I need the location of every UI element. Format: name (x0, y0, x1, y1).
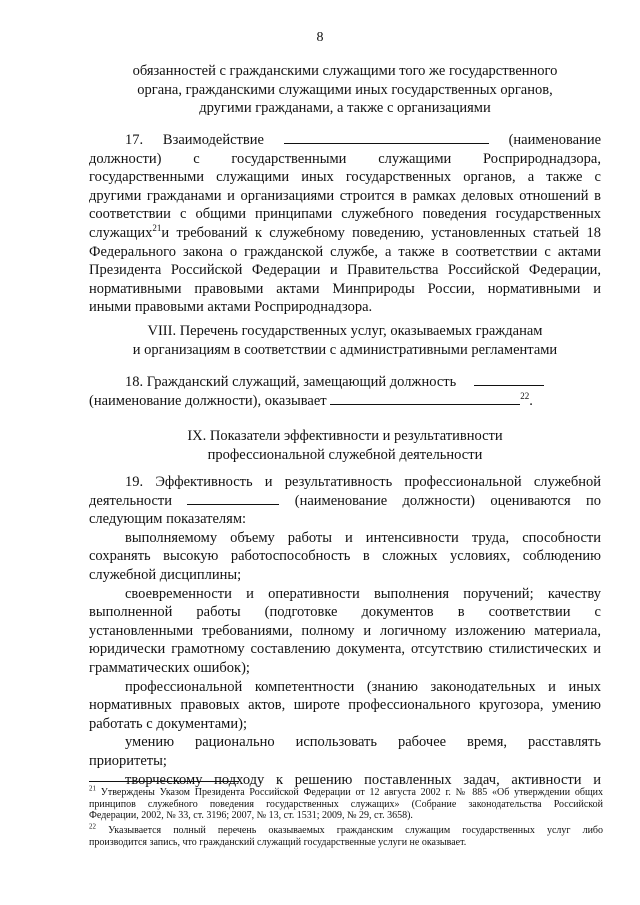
list-item: выполняемому объему работы и интенсивности труда, способности (125, 529, 601, 546)
paragraph-text: и требований к служебному поведению, установленных статьей 18 (161, 224, 601, 241)
list-item-line: юридически грамотному составлению документа, отсутствию стилистических и (89, 641, 601, 658)
heading-line: VIII. Перечень государственных услуг, оказываемых гражданам (147, 323, 543, 339)
paragraph-18 (89, 373, 601, 410)
heading-line: IX. Показатели эффективности и результативности (187, 428, 503, 444)
paragraph-line: иными правовыми актами Росприроднадзора. (89, 299, 373, 316)
footnote-line (89, 822, 604, 837)
footnote-ref-22: 22 (520, 390, 530, 401)
footnote-ref-21: 21 (152, 223, 162, 234)
paragraph-text: деятельности (89, 492, 173, 509)
heading-line: органа, гражданскими служащими иных государственных органов, (137, 81, 553, 98)
paragraph-line (89, 224, 601, 243)
footnote-21 (89, 784, 603, 822)
paragraph-line (89, 373, 601, 392)
paragraph-17 (89, 131, 601, 317)
position-blank-field (284, 131, 489, 144)
paragraph-19 (89, 473, 601, 789)
paragraph-text: (наименование (508, 132, 602, 148)
list-item-line: сохранять высокую работоспособность в сложных условиях, соблюдению (89, 548, 601, 565)
list-item: профессиональной компетентности (знанию законодательных и иных (125, 678, 601, 695)
paragraph-line: следующим показателям: (89, 511, 247, 528)
section-heading-continued (89, 62, 601, 118)
footnote-text: Указывается полный перечень оказываемых гражданским служащим государственных услуг либо (108, 825, 604, 836)
paragraph-text: 17. Взаимодействие (125, 132, 264, 148)
paragraph-line (89, 131, 601, 150)
footnote-line: принципов служебного поведения государственных служащих» (Собрание законодательства Российской (89, 798, 603, 810)
list-item-line: установленными требованиями, полному и логичному изложению материала, (89, 622, 601, 639)
list-item: своевременности и оперативности выполнения поручений; качеству (125, 585, 601, 602)
paragraph-line: соответствии с общими принципами служебного поведения государственных (89, 206, 601, 223)
paragraph-text: (наименование должности) оцениваются по (294, 492, 602, 509)
heading-line: профессиональной служебной деятельности (207, 446, 483, 463)
footnote-divider (89, 781, 239, 782)
paragraph-line (89, 392, 601, 411)
list-item-line: служебной дисциплины; (89, 566, 242, 583)
paragraph-line: Президента Российской Федерации и Правительства Российской Федерации, (89, 262, 601, 279)
paragraph-text: (наименование должности), оказывает (89, 392, 327, 409)
paragraph-line: Федерального закона о гражданской службе, а также в соответствии с актами (89, 243, 601, 260)
footnote-number: 22 (89, 822, 96, 831)
list-item-line: выполненной работы (подготовке документов в соответствии с (89, 604, 601, 621)
paragraph-line: другими гражданами и организациями строится в рамках деловых отношений в (89, 187, 601, 204)
list-item-line: грамматических ошибок); (89, 659, 250, 676)
paragraph-line: 19. Эффективность и результативность профессиональной служебной (125, 474, 601, 490)
heading-line: другими гражданами, а также с организациями (199, 100, 491, 117)
position-blank-field (187, 492, 279, 505)
page-number: 8 (316, 30, 324, 45)
list-item-line: работать с документами); (89, 715, 247, 732)
paragraph-text: 18. Гражданский служащий, замещающий должность (125, 374, 457, 390)
paragraph-line: государственными служащими иных государственных органов, а также с (89, 169, 601, 186)
section-heading-8 (89, 322, 601, 359)
heading-line: и организациям в соответствии с административными регламентами (132, 341, 558, 358)
footnote-line (89, 784, 603, 799)
list-item-line: нормативных правовых актов, широте профессионального кругозора, умению (89, 697, 601, 714)
paragraph-text: служащих (89, 224, 153, 241)
list-item: умению рационально использовать рабочее время, расставлять (125, 734, 601, 751)
footnote-22 (89, 822, 604, 848)
footnote-text: Утверждены Указом Президента Российской Федерации от 12 августа 2002 г. № 885 «Об утверждении общих (100, 787, 603, 798)
footnote-number: 21 (89, 784, 96, 793)
list-item: творческому подходу к решению поставленных задач, активности и (125, 771, 601, 788)
paragraph-line (89, 492, 601, 511)
paragraph-line: нормативными правовыми актами Минприроды России, нормативными и (89, 280, 601, 297)
footnote-line: Федерации, 2002, № 33, ст. 3196; 2007, № 13, ст. 1531; 2009, № 29, ст. 3658). (89, 810, 413, 822)
position-blank-field (474, 373, 544, 386)
footnote-line: производится запись, что гражданский служащий государственные услуги не оказывает. (89, 836, 467, 848)
services-blank-field (330, 392, 520, 405)
list-item-line: приоритеты; (89, 752, 167, 769)
paragraph-text: . (529, 392, 533, 409)
paragraph-line: должности) с государственными служащими Росприроднадзора, (89, 150, 601, 167)
heading-line: обязанностей с гражданскими служащими того же государственного (132, 63, 558, 79)
section-heading-9 (89, 427, 601, 464)
